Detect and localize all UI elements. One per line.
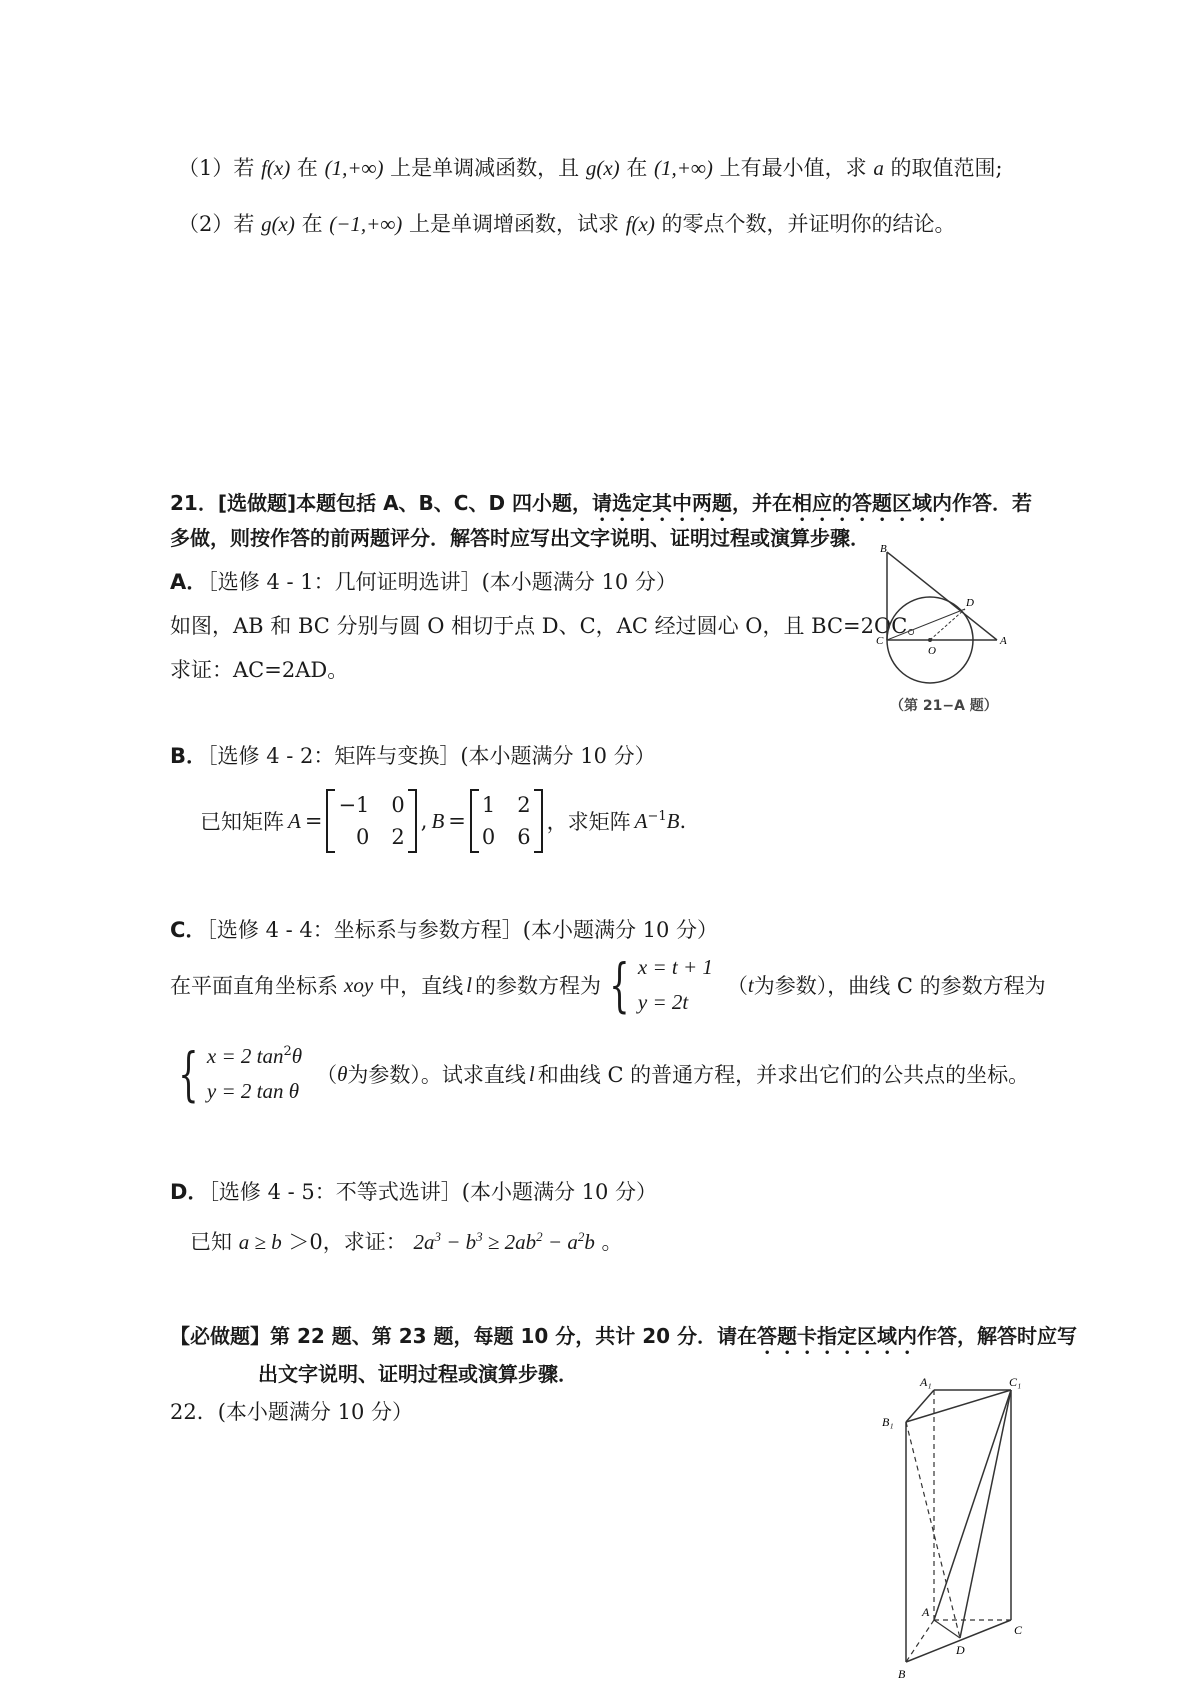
q21d-ineq-5: b: [584, 1230, 595, 1254]
q21c-l2: l: [528, 1061, 535, 1086]
q21d-ineq-4: − a: [542, 1230, 578, 1254]
q21c-t7: 为参数）。试求直线: [347, 1063, 526, 1087]
required-title: [170, 1320, 1077, 1359]
fig-label-b: B: [880, 543, 887, 555]
required-line2: 出文字说明、证明过程或演算步骤．: [258, 1362, 578, 1386]
q21-title-a: 21．[选做题]本题包括 A、B、C、D 四小题，: [170, 491, 593, 515]
q20-p1-t2: 上有最小值，求: [719, 156, 867, 180]
q21c-l: l: [466, 972, 472, 997]
fig22-b1c1: [906, 1390, 1011, 1422]
q21-title-b: 请选定其中两题: [592, 491, 733, 515]
q21b-prefix: 已知矩阵: [200, 810, 284, 834]
q21a-fig-caption: （第 21−A 题）: [890, 698, 998, 714]
q20-p1-f: f: [261, 156, 267, 180]
q20-p2-int: (−1,+∞): [329, 212, 403, 236]
q21d-sup3a: 3: [434, 1229, 441, 1244]
q22-heading: 22．(本小题满分 10 分）: [170, 1400, 413, 1424]
q21c-brace1: {: [609, 951, 630, 1019]
q21b-matrix-line: [200, 789, 686, 853]
q21b-label: B．: [170, 744, 208, 768]
q21d-t3: 。: [601, 1230, 623, 1254]
q21a-figure: [872, 540, 1012, 720]
q21b-sep: ,: [420, 809, 428, 833]
q21b-result-b: B: [666, 808, 680, 833]
q21a-heading: [170, 566, 677, 596]
mat-a-12: 0: [391, 793, 405, 817]
mat-a-11: −1: [338, 793, 370, 817]
q21c-theta: θ: [337, 1061, 348, 1086]
q20-p1-zai1: 在: [296, 156, 318, 180]
q21a-line2: 求证：AC=2AD。: [170, 658, 349, 682]
q20-p2-gx: (x): [271, 212, 295, 236]
mat-a-21: 0: [356, 825, 370, 849]
q21c-t3: 的参数方程为: [475, 974, 601, 998]
q21d-t1: 已知: [190, 1230, 232, 1254]
q21c-system2: [207, 1044, 302, 1104]
q21c-t-var: t: [747, 972, 754, 997]
mat-a-22: 2: [391, 825, 405, 849]
q20-p1-zai2: 在: [626, 156, 648, 180]
q20-p2-g: g: [261, 212, 272, 236]
q21c-heading: [170, 914, 718, 944]
q22-figure: [876, 1372, 1046, 1698]
q20-p2-f: f: [625, 212, 632, 236]
fig22-label-a: A: [922, 1605, 930, 1619]
q21d-t2: ＞0，求证：: [288, 1230, 407, 1254]
q21c-eq2b: y = 2 tan θ: [206, 1079, 300, 1103]
q20-part2: [178, 208, 956, 238]
fig22-label-b: B: [898, 1667, 906, 1681]
fig-line-ba: [887, 552, 997, 640]
q21-title-d: 相应的答题区域内: [792, 491, 953, 515]
q21d-label: D．: [170, 1180, 209, 1204]
q21c-t1: 在平面直角坐标系: [170, 974, 338, 998]
q20-p2-fx: (x): [631, 212, 655, 236]
q20-p1-gx: (x): [596, 156, 620, 180]
q21b-eq2: =: [448, 809, 466, 833]
q21d-ineq-3: ≥ 2ab: [482, 1230, 537, 1254]
q21c-xoy: xoy: [344, 972, 374, 997]
q21b-matrix-b: [470, 789, 543, 853]
q21c-line2: [170, 1040, 1030, 1108]
q21c-eq1b: y = 2t: [637, 990, 689, 1014]
fig-line-od: [930, 609, 965, 640]
fig22-c1a: [934, 1390, 1011, 1620]
q21d-sup3b: 3: [476, 1229, 483, 1244]
q21c-eq2a-theta: θ: [291, 1044, 303, 1068]
q21c-t2: 中，直线: [379, 974, 464, 998]
q20-p1-a: a: [873, 156, 884, 180]
q21c-eq1a: x = t + 1: [637, 955, 713, 979]
q21b-heading-text: ［选修 4 - 2：矩阵与变换］(本小题满分 10 分）: [207, 744, 656, 768]
q21d-line: [190, 1226, 623, 1256]
q21b-result-a: A: [634, 808, 648, 833]
fig22-ad: [934, 1620, 960, 1638]
q20-p2-zai: 在: [301, 212, 323, 236]
fig-label-c: C: [876, 635, 884, 647]
q21-title: [170, 487, 1032, 526]
fig-label-d: D: [966, 597, 974, 609]
fig22-label-d: D: [956, 1643, 965, 1657]
q21c-brace2: {: [178, 1040, 199, 1108]
fig-label-o: O: [928, 645, 936, 657]
q21c-line1: [170, 951, 1046, 1019]
q21d-heading: [170, 1176, 657, 1206]
q21c-t8: 和曲线 C 的普通方程，并求出它们的公共点的坐标。: [537, 1063, 1030, 1087]
q20-p1-t3: 的取值范围;: [890, 156, 1003, 180]
q21b-matrix-a: [326, 789, 416, 853]
q21d-sup2b: 2: [577, 1229, 585, 1244]
q21d-inequality: [413, 1230, 594, 1254]
fig22-b1d: [906, 1422, 960, 1638]
q20-p2-t2: 的零点个数，并证明你的结论。: [661, 212, 956, 236]
q20-p1-fx: (x): [266, 156, 291, 180]
q20-p1-int1: (1,+∞): [324, 156, 384, 180]
fig-center-dot: [928, 638, 932, 642]
q21c-eq2a-sup: 2: [283, 1044, 292, 1059]
required-b: 答题卡指定区域内: [757, 1324, 918, 1348]
q21d-cond: a ≥ b: [238, 1230, 282, 1254]
fig22-label-a1: A₁: [920, 1375, 932, 1389]
fig22-label-c1: C₁: [1009, 1375, 1022, 1389]
q21b-a-name: A: [288, 808, 301, 833]
q21c-label: C．: [170, 918, 207, 942]
q21-title-c: ，并在: [732, 491, 793, 515]
q21b-mid: ，求矩阵: [546, 810, 631, 834]
q21b-heading: [170, 740, 656, 770]
q21b-b-name: B: [431, 808, 445, 833]
q20-p1-int2: (1,+∞): [654, 156, 713, 180]
mat-b-22: 6: [517, 825, 531, 849]
q21d-ineq-2: − b: [440, 1230, 477, 1254]
q21c-heading-text: ［选修 4 - 4：坐标系与参数方程］(本小题满分 10 分）: [206, 918, 719, 942]
q20-p1-g: g: [585, 156, 597, 180]
q20-p2-t1: 上是单调增函数，试求: [409, 212, 619, 236]
q21c-t4: （: [726, 974, 748, 998]
q21b-end: .: [679, 808, 687, 833]
q21c-t6: （: [316, 1063, 338, 1087]
q21a-heading-text: ［选修 4 - 1：几何证明选讲］(本小题满分 10 分）: [207, 570, 677, 594]
q20-p2-num: （2）若: [178, 212, 255, 236]
q21c-t5: 为参数），曲线 C 的参数方程为: [753, 974, 1046, 998]
q21b-result-sup: −1: [647, 808, 667, 824]
mat-b-11: 1: [481, 793, 496, 817]
fig-label-a: A: [1000, 635, 1007, 647]
mat-b-21: 0: [481, 825, 496, 849]
q21d-heading-text: ［选修 4 - 5：不等式选讲］(本小题满分 10 分）: [208, 1180, 658, 1204]
q21d-ineq-1: 2a: [413, 1230, 435, 1254]
q21c-system1: [638, 955, 713, 1015]
required-c: 作答，解答时应写: [917, 1324, 1078, 1348]
q21c-eq2a: x = 2 tan: [206, 1044, 284, 1068]
q21b-eq1: =: [304, 809, 323, 833]
mat-b-12: 2: [517, 793, 531, 817]
q21d-sup2a: 2: [536, 1229, 543, 1244]
q21a-label: A．: [170, 570, 208, 594]
q20-part1: [178, 152, 1003, 182]
q20-p1-t1: 上是单调减函数，且: [390, 156, 580, 180]
q21a-line1: 如图，AB 和 BC 分别与圆 O 相切于点 D、C，AC 经过圆心 O，且 BC=2OC。: [170, 614, 929, 638]
fig-line-cd: [887, 609, 965, 640]
fig22-label-b1: B₁: [882, 1415, 894, 1429]
required-a: 【必做题】第 22 题、第 23 题，每题 10 分，共计 20 分．请在: [170, 1324, 758, 1348]
q21-title-line2: 多做，则按作答的前两题评分．解答时应写出文字说明、证明过程或演算步骤．: [170, 526, 870, 550]
q21-title-e: 作答．若: [952, 491, 1033, 515]
fig22-label-c: C: [1014, 1623, 1023, 1637]
fig22-c1d: [960, 1390, 1011, 1638]
q20-p1-num: （1）若: [178, 156, 255, 180]
